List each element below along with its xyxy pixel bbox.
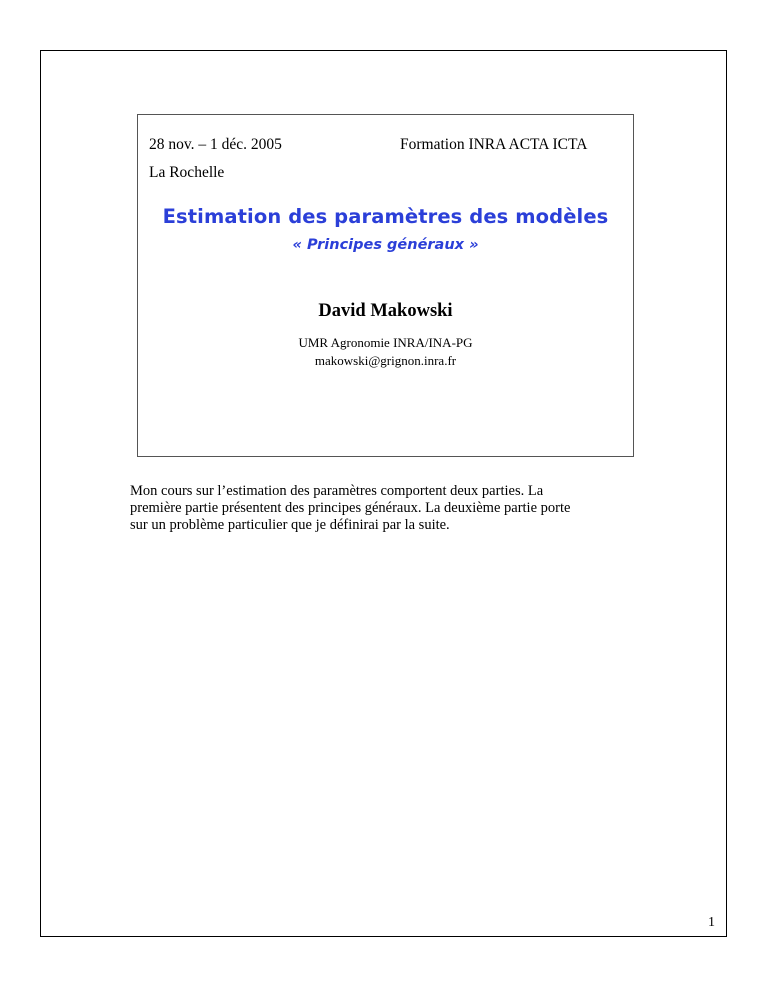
- slide-subtitle: « Principes généraux »: [292, 237, 479, 253]
- slide-email: makowski@grignon.inra.fr: [314, 353, 457, 368]
- notes-line: sur un problème particulier que je définirai par la suite.: [130, 517, 450, 533]
- notes-line: Mon cours sur l’estimation des paramètres comportent deux parties. La: [130, 483, 544, 499]
- speaker-notes: [130, 483, 640, 534]
- slide-location: La Rochelle: [149, 164, 225, 181]
- slide-thumbnail: [137, 114, 634, 457]
- slide-title: Estimation des paramètres des modèles: [162, 205, 609, 228]
- page-number: 1: [708, 915, 715, 930]
- slide-organization: Formation INRA ACTA ICTA: [400, 136, 588, 153]
- slide-affiliation: UMR Agronomie INRA/INA-PG: [298, 335, 473, 350]
- slide-author: David Makowski: [318, 301, 453, 321]
- notes-line: première partie présentent des principes généraux. La deuxième partie porte: [130, 500, 571, 516]
- slide-date: 28 nov. – 1 déc. 2005: [149, 136, 282, 153]
